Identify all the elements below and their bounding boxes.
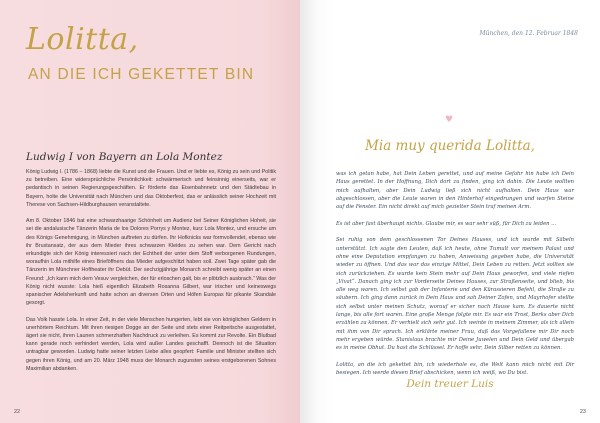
letter-salutation: Mia muy querida Lolitta, xyxy=(365,138,535,154)
chapter-title-script: Lolitta, xyxy=(26,22,139,57)
intro-paragraph: Am 8. Oktober 1846 bat eine schwarzhaarige Schönheit um Audienz bei Seiner Königlichen Hoheit, sie sei die andalusische Tänzerin Maria de los Dolores Porrys y Montez, kurz Lola Montez, und ersuche um des Königs Genehmigung, in München auftreten zu dürfen. Ihr Hofknicks war formvollendet, ebenso wie ihr Brustansatz, der aus dem Mieder ihres schwarzen Kleides zu sehen war. Dem Gericht nach erkundigte sich der König interessiert nach der Echtheit der unter dem Stoff verborgenen Rundungen, woraufhin Lola mithilfe eines Brieföffners das Mieder aufgeschlitzt haben soll. Zwei Tage später gab die Tänzerin im Münchner Hoftheater ihr Debüt. Der sechzigjährige Monarch schreibt wenig später an einen Freund: „Ich kann mich dem Vesuv vergleichen, der für erloschen galt, bis er plötzlich ausbrach.“ Was der König nicht wusste: Lola hieß eigentlich Elizabeth Rosanna Gilbert, war irischer und keineswegs spanischer Adelsherkunft und hatte schon an diversen Orten und Höfen Europas für pikante Skandale gesorgt. xyxy=(26,218,276,307)
heart-icon: ♥ xyxy=(445,115,454,125)
intro-paragraph: König Ludwig I. (1786 – 1868) liebte die Kunst und die Frauen. Und er liebte es, König zu sein und Politik zu betreiben. Eine widersprüchliche Persönlichkeit: schwärmerisch und feinsinnig einerseits, war er pedantisch in seinen Regierungsgeschäften. Er förderte das Eisenbahnnetz und den Städtebau in Bayern, holte die Universität nach München und das Oktoberfest, das er anlässlich seiner Hochzeit mit Therese von Sachsen-Hildburghausen veranstaltete. xyxy=(26,169,276,208)
letter-paragraph: Sei ruhig von dem geschlossenen Tor Deines Hauses, und ich wurde mit Säbeln unterstützt. Ich sagte den Leuten, daß ich heute, ohne Tumult vor meinem Palast und ohne eine Deputation empfangen zu haben, Anweisung gegeben habe, die Universität wieder zu öffnen. Und das war das einzige Mittel, Dein Leben zu retten. Jetzt sollten sie sich zurückziehen. Es wurde kein Stein mehr auf Dein Haus geworfen, und viele riefen „Vivat“. Danach ging ich zur Vorderseite Deines Hauses, zur Straßenseite, und blieb, bis alle weg waren. Ich selbst gab der Infanterie und den Kürassieren Befehl, die Straße zu säubern. Ich ging dann zurück in Dein Haus und sah Deiner Zofen, und Mayrhofer stellte sich selbst unter meinen Schutz, worauf er sicher nach Hause kam. Es dauerte nicht lange, bis alle fort waren. Eine große Menge folgte mir. Es war ein Trost, Berks aber Dich erzählen zu können. Er verhielt sich sehr gut. Ich weinte in meinem Zimmer, als ich allein mit ihm von Dir sprach. Ich erklärte meiner Frau, daß das Vorgefallene mir Dir noch mehr ergeben würde. Stanislaus brachte mir Deine Juwelen und Dein Geld und übergab es in meine Obhut. Du hast die Schlüssel. Er hoffe sehr, Dein Silber retten zu können. xyxy=(336,237,574,352)
right-page xyxy=(300,0,600,423)
letter-paragraph: Es ist aber fast überhaupt nichts. Glaube mir, es war sehr süß, für Dich zu leiden … xyxy=(336,220,557,227)
page-number-right: 23 xyxy=(579,409,586,415)
letter-subheading: Ludwig I von Bayern an Lola Montez xyxy=(26,151,223,163)
chapter-title-caps: AN DIE ICH GEKETTET BIN xyxy=(28,66,255,83)
letter-paragraph: was ich getan habe, hat Dein Leben gerettet, und auf meine Gefahr hin habe ich Dein Haus gerettet. In der Hoffnung, Dich dort zu finden, ging ich dahin. Die Leute wollten mich aufhalten, aber Dein Ludwig ließ sich nicht aufhalten. Dein Haus war abgeschlossen, aber die Leute waren in den Hinterhof eingedrungen und warfen Steine auf die Fenster. Ein nicht direkt auf mich gezielter Stein traf meinen Arm. xyxy=(336,171,574,211)
letter-body xyxy=(336,170,574,386)
letter-dateline: München, den 12. Februar 1848 xyxy=(479,30,578,37)
page-number-left: 22 xyxy=(14,409,21,415)
intro-paragraph: Das Volk hasste Lola. In einer Zeit, in der viele Menschen hungerten, lebt sie von königlichen Geldern in unerhörtem Reichtum. Mit ihren riesigen Dogge an der Seite und stets einer Reitpeitsche ausgestattet, ägert sie nicht, ihren Launen schmerzhaften Nachdruck zu verleihen. Es kommt zur Revolte. Ein Blutbad kann gerade noch verhindert werden, Lola wird außer Landes geschafft. Dennoch ist die Situation untragbar geworden. Ludwig hatte seiner letzten Liebe alles geopfert: Familie und Minister stellten sich gegen ihren König, und am 20. März 1948 muss der Monarch zugunsten seines erstgeborenen Sohnes Maximilian abdanken. xyxy=(26,316,276,372)
letter-paragraph: Lolitta, an die ich gekettet bin, ich wiederhole es, die Welt kann mich nicht mit Dir besiegen. Ich werde diesen Brief abschicken, wenn ich weiß, wo Du bist. xyxy=(336,361,574,377)
intro-text xyxy=(26,168,276,381)
letter-closing: Dein treuer Luis xyxy=(406,378,494,390)
